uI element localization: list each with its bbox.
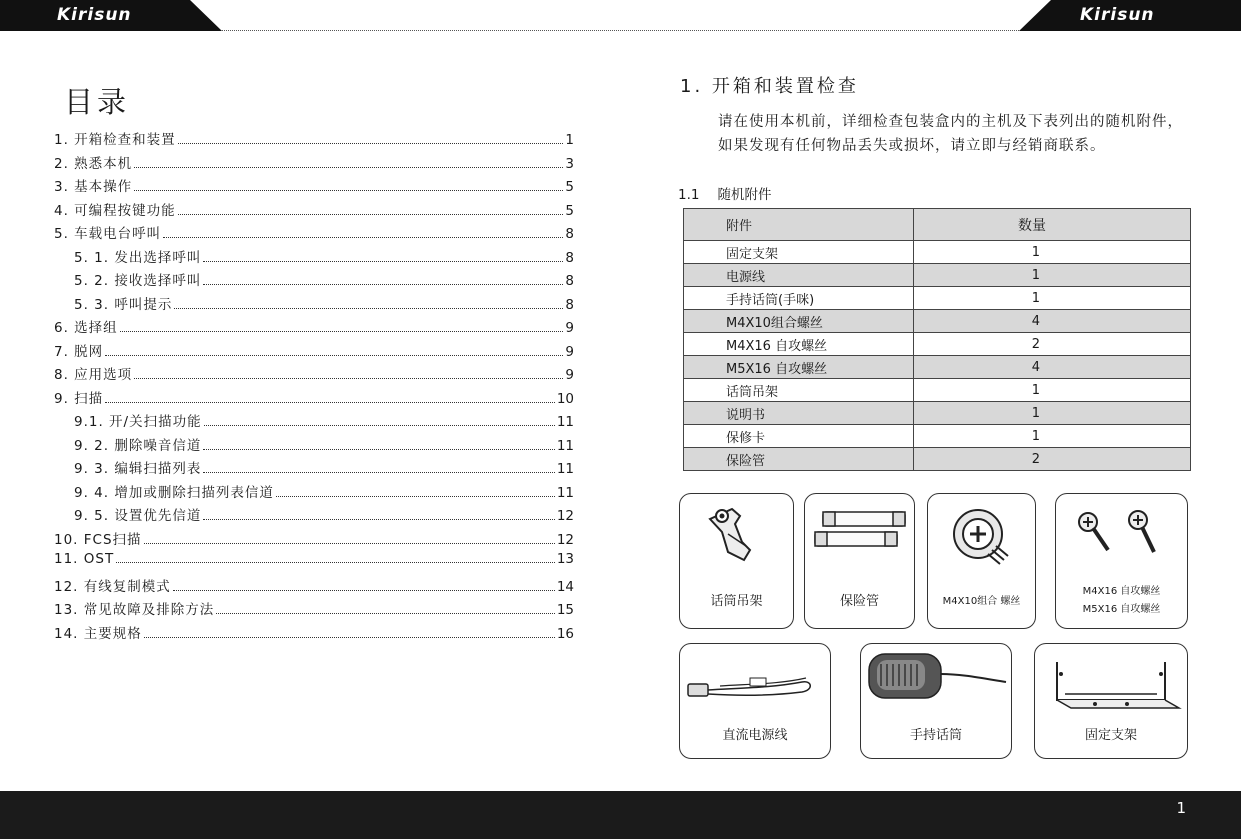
toc-item-page: 14 bbox=[556, 578, 574, 595]
accessory-qty: 4 bbox=[914, 310, 1191, 333]
toc-leader-dots bbox=[134, 167, 563, 168]
figure-hanger bbox=[679, 493, 794, 629]
table-row bbox=[684, 402, 1191, 425]
toc-leader-dots bbox=[203, 284, 563, 285]
toc-leader-dots bbox=[163, 237, 563, 238]
table-row bbox=[684, 333, 1191, 356]
toc-item-label: 6. 选择组 bbox=[54, 320, 118, 336]
accessory-name: 手持话筒(手咪) bbox=[684, 287, 914, 310]
toc-item-label: 13. 常见故障及排除方法 bbox=[54, 602, 215, 618]
toc-item bbox=[54, 128, 574, 152]
accessory-qty: 4 bbox=[914, 356, 1191, 379]
toc-leader-dots bbox=[178, 214, 564, 215]
caption-bracket: 固定支架 bbox=[1084, 728, 1137, 743]
table-of-contents bbox=[54, 128, 574, 645]
toc-leader-dots bbox=[144, 637, 555, 638]
accessories-table bbox=[683, 208, 1191, 471]
toc-item bbox=[54, 152, 574, 176]
power-cable-icon bbox=[680, 644, 830, 714]
toc-item bbox=[54, 199, 574, 223]
combo-screw-icon bbox=[928, 494, 1035, 584]
caption-microphone: 手持话筒 bbox=[909, 728, 962, 743]
toc-item-page: 11 bbox=[556, 414, 574, 430]
microphone-icon bbox=[861, 644, 1011, 714]
toc-item bbox=[54, 598, 574, 622]
table-body bbox=[684, 241, 1191, 471]
accessory-qty: 1 bbox=[914, 287, 1191, 310]
accessory-name: 固定支架 bbox=[684, 241, 914, 264]
brand-logo-right: Kirisun bbox=[1080, 5, 1155, 25]
table-row bbox=[684, 287, 1191, 310]
toc-leader-dots bbox=[203, 449, 554, 450]
toc-item-page: 11 bbox=[556, 484, 574, 501]
table-row bbox=[684, 425, 1191, 448]
toc-item-label: 9. 扫描 bbox=[54, 390, 104, 407]
toc-item-page: 11 bbox=[556, 461, 574, 477]
caption-combo-screw: M4X10组合 螺丝 bbox=[942, 596, 1021, 607]
toc-item-page: 11 bbox=[556, 437, 574, 454]
toc-item-page: 8 bbox=[565, 249, 574, 266]
accessory-name: 电源线 bbox=[684, 264, 914, 287]
caption-screw-a: M4X16 自攻螺丝 bbox=[1082, 586, 1161, 597]
footer-bar bbox=[0, 791, 1241, 839]
toc-item-label: 7. 脱网 bbox=[54, 343, 104, 360]
toc-item bbox=[54, 293, 574, 317]
toc-leader-dots bbox=[173, 590, 555, 591]
accessory-name: 保修卡 bbox=[684, 425, 914, 448]
figure-combo-screw bbox=[927, 493, 1036, 629]
toc-item bbox=[54, 457, 574, 481]
toc-item-label: 14. 主要规格 bbox=[54, 625, 142, 642]
toc-leader-dots bbox=[203, 519, 554, 520]
table-row bbox=[684, 356, 1191, 379]
section-intro: 请在使用本机前，详细检查包装盒内的主机及下表列出的随机附件，如果发现有任何物品丢失或损坏，请立即与经销商联系。 bbox=[718, 114, 1183, 154]
caption-hanger: 话筒吊架 bbox=[710, 594, 763, 609]
toc-leader-dots bbox=[105, 355, 563, 356]
accessory-qty: 1 bbox=[914, 379, 1191, 402]
toc-leader-dots bbox=[134, 378, 563, 379]
toc-item-label: 1. 开箱检查和装置 bbox=[54, 132, 176, 148]
accessory-qty: 1 bbox=[914, 425, 1191, 448]
toc-item-page: 9 bbox=[565, 320, 574, 336]
caption-screw-b: M5X16 自攻螺丝 bbox=[1082, 604, 1161, 615]
table-row bbox=[684, 310, 1191, 333]
header-item: 附件 bbox=[684, 209, 914, 241]
accessory-name: 保险管 bbox=[684, 448, 914, 471]
toc-item bbox=[54, 387, 574, 411]
toc-item-page: 1 bbox=[565, 132, 574, 148]
toc-item-page: 12 bbox=[556, 531, 574, 548]
toc-leader-dots bbox=[105, 402, 555, 403]
toc-item bbox=[54, 316, 574, 340]
toc-item bbox=[54, 175, 574, 199]
toc-item bbox=[54, 504, 574, 528]
figure-fuse bbox=[804, 493, 915, 629]
subsection-title bbox=[678, 183, 789, 203]
toc-title: 目录 bbox=[64, 85, 131, 119]
toc-item bbox=[54, 528, 574, 552]
subsection-number: 1.1 bbox=[678, 187, 700, 203]
toc-item-label: 9. 4. 增加或删除扫描列表信道 bbox=[74, 484, 274, 501]
toc-leader-dots bbox=[203, 261, 563, 262]
toc-item-page: 9 bbox=[565, 343, 574, 360]
caption-fuse: 保险管 bbox=[839, 594, 879, 609]
brand-logo-left: Kirisun bbox=[57, 5, 132, 25]
toc-item-page: 15 bbox=[556, 602, 574, 618]
toc-item bbox=[54, 269, 574, 293]
toc-item-page: 8 bbox=[565, 273, 574, 289]
figure-bracket bbox=[1034, 643, 1188, 759]
toc-item-label: 10. FCS扫描 bbox=[54, 531, 142, 548]
toc-leader-dots bbox=[203, 472, 554, 473]
toc-item bbox=[54, 551, 574, 575]
section-title: 1. 开箱和装置检查 bbox=[680, 76, 859, 97]
toc-item-label: 5. 车载电台呼叫 bbox=[54, 226, 162, 242]
toc-item bbox=[54, 622, 574, 646]
table-header-row bbox=[684, 209, 1191, 241]
toc-item bbox=[54, 575, 574, 599]
toc-item bbox=[54, 340, 574, 364]
figure-tapping-screws bbox=[1055, 493, 1188, 629]
toc-leader-dots bbox=[204, 425, 555, 426]
accessory-qty: 1 bbox=[914, 264, 1191, 287]
header-qty: 数量 bbox=[914, 209, 1191, 241]
hanger-icon bbox=[680, 494, 793, 584]
accessory-qty: 1 bbox=[914, 402, 1191, 425]
toc-item-label: 5. 2. 接收选择呼叫 bbox=[74, 273, 202, 289]
toc-item-page: 5 bbox=[565, 179, 574, 195]
fuse-icon bbox=[805, 494, 914, 574]
accessory-qty: 1 bbox=[914, 241, 1191, 264]
figure-power-cable bbox=[679, 643, 831, 759]
toc-item-page: 3 bbox=[565, 155, 574, 172]
toc-item-label: 2. 熟悉本机 bbox=[54, 155, 133, 172]
accessory-name: M4X10组合螺丝 bbox=[684, 310, 914, 333]
toc-leader-dots bbox=[174, 308, 563, 309]
table-row bbox=[684, 241, 1191, 264]
accessory-name: M4X16 自攻螺丝 bbox=[684, 333, 914, 356]
toc-item-page: 8 bbox=[565, 296, 574, 313]
page-number: 1 bbox=[1176, 799, 1186, 817]
toc-item-label: 9. 2. 删除噪音信道 bbox=[74, 437, 202, 454]
table-row bbox=[684, 379, 1191, 402]
toc-item-label: 3. 基本操作 bbox=[54, 179, 133, 195]
toc-item-label: 9.1. 开/关扫描功能 bbox=[74, 414, 202, 430]
toc-item bbox=[54, 222, 574, 246]
toc-item-label: 9. 3. 编辑扫描列表 bbox=[74, 461, 202, 477]
accessory-qty: 2 bbox=[914, 333, 1191, 356]
toc-leader-dots bbox=[116, 562, 555, 563]
toc-item-label: 4. 可编程按键功能 bbox=[54, 202, 176, 219]
toc-item-label: 12. 有线复制模式 bbox=[54, 578, 171, 595]
table-row bbox=[684, 264, 1191, 287]
toc-item-label: 9. 5. 设置优先信道 bbox=[74, 508, 202, 524]
toc-item bbox=[54, 363, 574, 387]
toc-item-label: 11. OST bbox=[54, 551, 115, 567]
toc-leader-dots bbox=[216, 613, 555, 614]
bracket-icon bbox=[1035, 644, 1187, 714]
toc-item-page: 12 bbox=[556, 508, 574, 524]
toc-item-page: 8 bbox=[565, 226, 574, 242]
figure-microphone bbox=[860, 643, 1012, 759]
caption-power-cable: 直流电源线 bbox=[722, 728, 788, 743]
toc-item-page: 9 bbox=[565, 367, 574, 383]
tapping-screw-icon bbox=[1056, 494, 1187, 564]
subsection-label: 随机附件 bbox=[717, 187, 772, 203]
toc-item-label: 5. 3. 呼叫提示 bbox=[74, 296, 173, 313]
accessory-qty: 2 bbox=[914, 448, 1191, 471]
table-row bbox=[684, 448, 1191, 471]
toc-item bbox=[54, 434, 574, 458]
toc-leader-dots bbox=[120, 331, 564, 332]
toc-item-label: 5. 1. 发出选择呼叫 bbox=[74, 249, 202, 266]
toc-item bbox=[54, 246, 574, 270]
toc-item bbox=[54, 481, 574, 505]
toc-leader-dots bbox=[276, 496, 555, 497]
toc-leader-dots bbox=[144, 543, 555, 544]
toc-item bbox=[54, 410, 574, 434]
toc-item-page: 10 bbox=[556, 390, 574, 407]
toc-item-label: 8. 应用选项 bbox=[54, 367, 133, 383]
toc-item-page: 5 bbox=[565, 202, 574, 219]
toc-leader-dots bbox=[134, 190, 563, 191]
accessory-name: M5X16 自攻螺丝 bbox=[684, 356, 914, 379]
accessory-name: 说明书 bbox=[684, 402, 914, 425]
toc-leader-dots bbox=[178, 143, 564, 144]
accessory-name: 话筒吊架 bbox=[684, 379, 914, 402]
toc-item-page: 16 bbox=[556, 625, 574, 642]
toc-item-page: 13 bbox=[556, 551, 574, 567]
